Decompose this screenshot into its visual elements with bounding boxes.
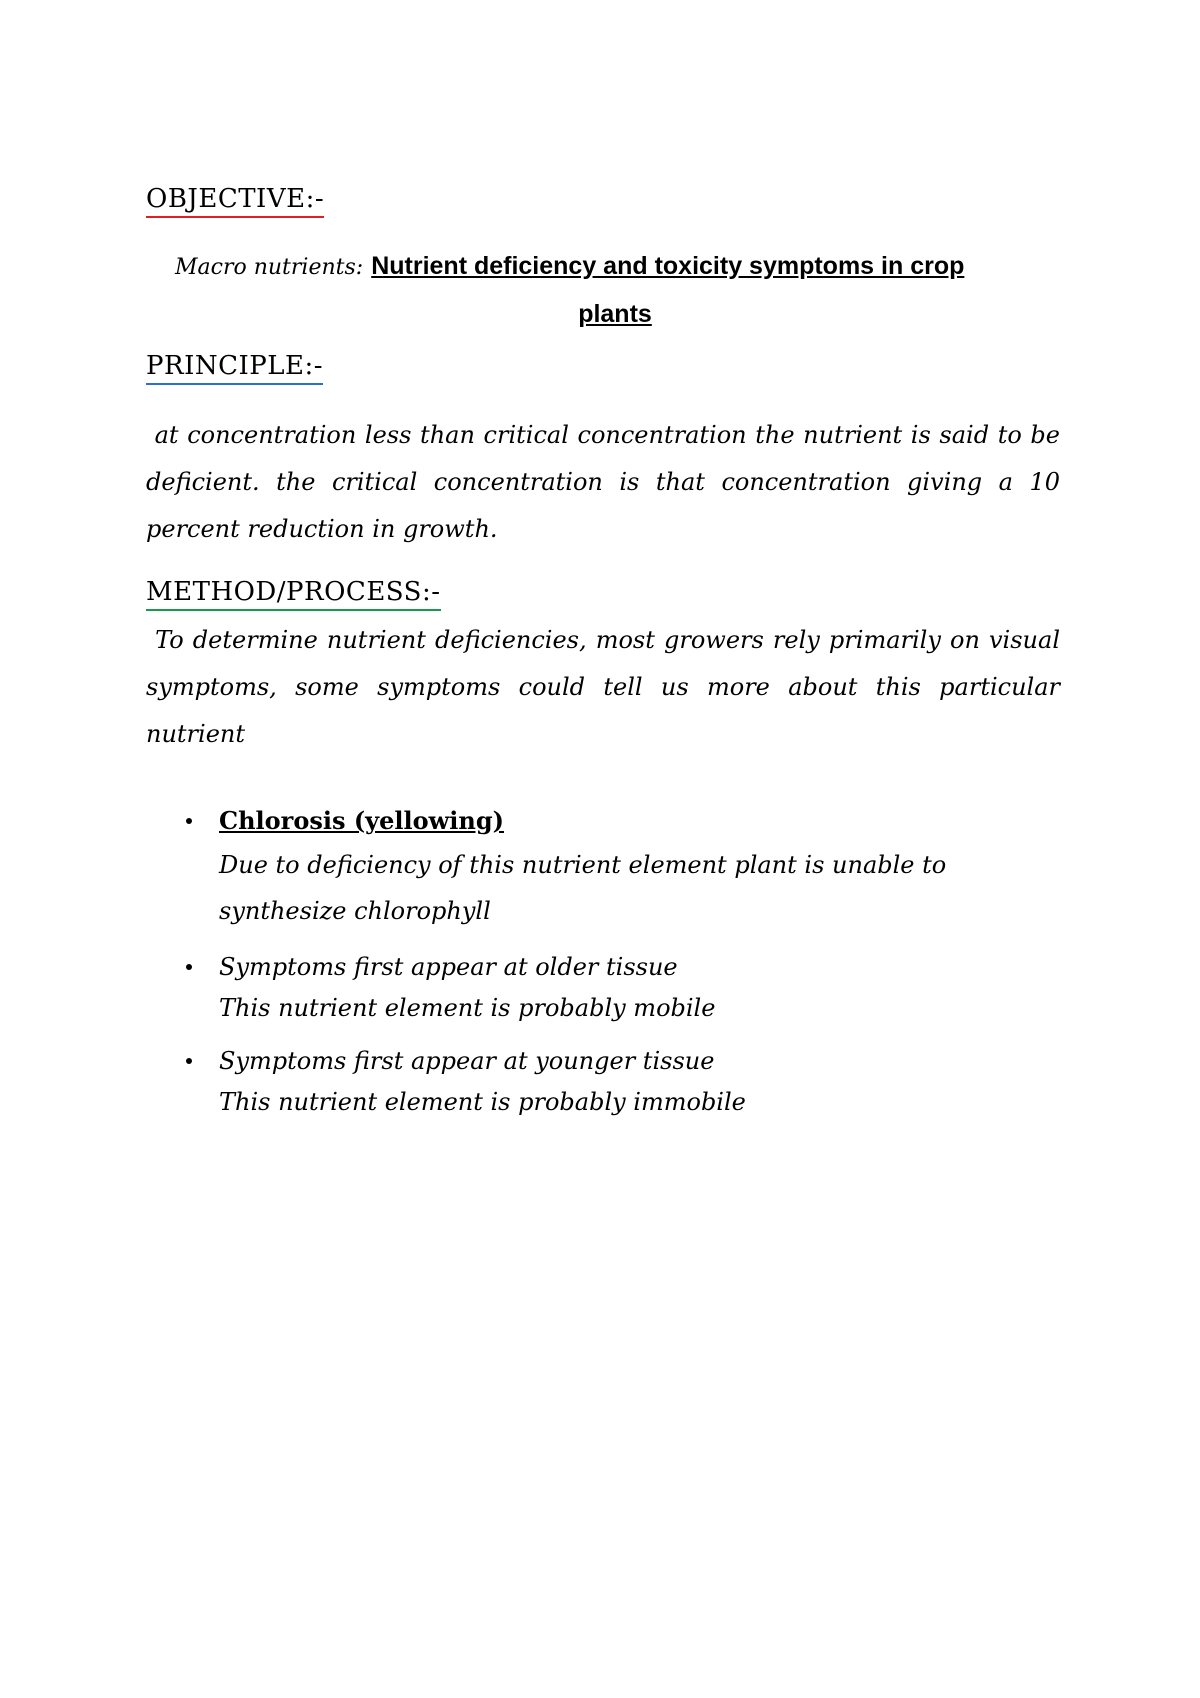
objective-title-part1: Nutrient deficiency and toxicity symptoms in crop xyxy=(371,252,965,280)
symptom-list xyxy=(186,800,1026,1134)
principle-text: at concentration less than critical concentration the nutrient is said to be deficient. the critical concentration is that concentration giving a 10 percent reduction in growth. xyxy=(146,421,1060,543)
bullet-icon xyxy=(186,964,192,970)
bullet-description: Due to deficiency of this nutrient element plant is unable to synthesize chlorophyll xyxy=(219,851,947,925)
method-heading: METHOD/PROCESS:- xyxy=(146,577,441,611)
bullet-title: Chlorosis (yellowing) xyxy=(219,806,504,835)
bullet-title: Symptoms first appear at younger tissue xyxy=(219,1047,715,1075)
objective-statement xyxy=(175,243,1015,337)
list-item xyxy=(186,1040,1026,1122)
list-item xyxy=(186,946,1026,1028)
objective-lead: Macro nutrients: xyxy=(175,255,364,280)
bullet-description: This nutrient element is probably mobile xyxy=(219,994,716,1022)
bullet-description: This nutrient element is probably immobile xyxy=(219,1088,746,1116)
bullet-icon xyxy=(186,818,192,824)
bullet-icon xyxy=(186,1058,192,1064)
method-text: To determine nutrient deficiencies, most growers rely primarily on visual symptoms, some symptoms could tell us more about this particular nutrient xyxy=(146,626,1060,748)
objective-heading: OBJECTIVE:- xyxy=(146,184,324,218)
objective-title-part2: plants xyxy=(578,300,652,328)
principle-paragraph xyxy=(146,412,1060,553)
method-paragraph xyxy=(146,617,1060,758)
principle-heading: PRINCIPLE:- xyxy=(146,351,323,385)
bullet-title: Symptoms first appear at older tissue xyxy=(219,953,678,981)
list-item xyxy=(186,800,1026,934)
